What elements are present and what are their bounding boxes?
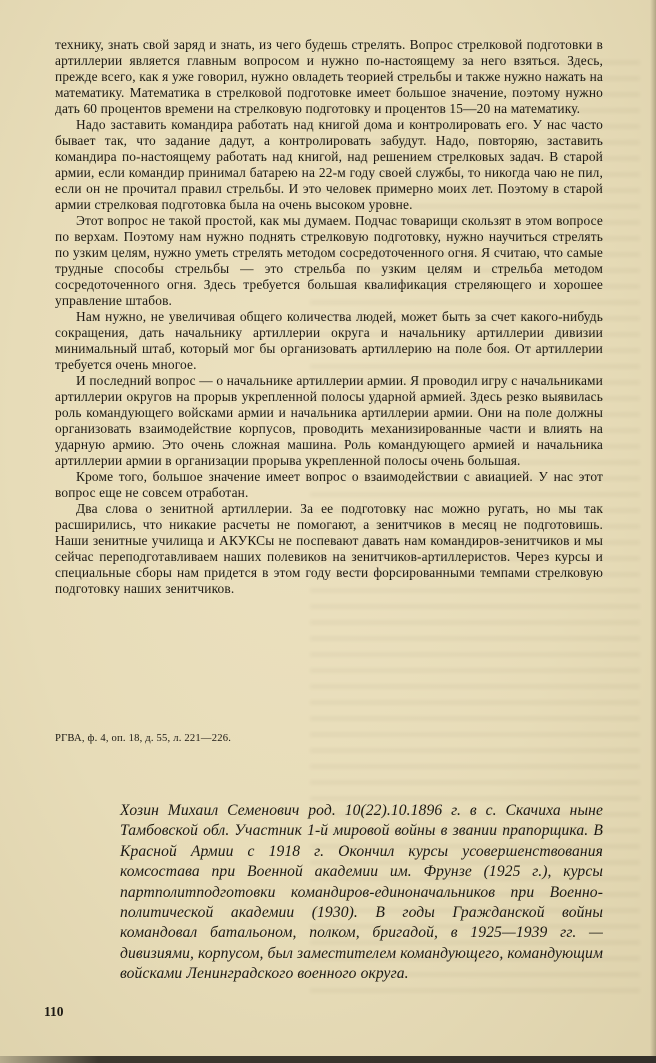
paragraph: Нам нужно, не увеличивая общего количества людей, может быть за счет какого-нибудь сокращения, дать начальнику артиллерии округа и начальнику артиллерии дивизии минимальный штаб, который мог бы организовать артиллерию на поле боя. От артиллерии требуется очень многое.	[55, 309, 603, 372]
main-text-block	[55, 37, 603, 597]
paragraph: Этот вопрос не такой простой, как мы думаем. Подчас товарищи скользят в этом вопросе по верхам. Поэтому нам нужно поднять стрелковую подготовку, нужно научиться стрелять по узким целям, нужно уметь стрелять методом сосредоточенного огня. Я считаю, что самые трудные способы стрельбы — это стрельба по узким целям и стрельба методом сосредоточенного огня. Здесь требуется большая квалификация стреляющего и хорошее управление штабов.	[55, 213, 603, 308]
paragraph: Надо заставить командира работать над книгой дома и контролировать его. У нас часто бывает так, что задание дадут, а контролировать забудут. Надо, повторяю, заставить командира по-настоящему работать над книгой, над решением стрелковых задач. В старой армии, если командир принимал батарею на 22-м году своей службы, то никогда чаю не пил, если он не прочитал правил стрельбы. И это человек примерно моих лет. Поэтому в старой армии стрелковая подготовка была на очень высоком уровне.	[55, 117, 603, 212]
scan-edge-shadow-bottom	[0, 1056, 656, 1063]
page-number: 110	[44, 1004, 64, 1019]
paragraph: Кроме того, большое значение имеет вопрос о взаимодействии с авиацией. У нас этот вопрос еще не совсем отработан.	[55, 469, 603, 500]
scan-edge-shadow-right	[650, 0, 656, 1063]
archive-citation: РГВА, ф. 4, оп. 18, д. 55, л. 221—226.	[55, 733, 232, 744]
paragraph: технику, знать свой заряд и знать, из чего будешь стрелять. Вопрос стрелковой подготовки в артиллерии является главным вопросом и нужно по-настоящему за него взяться. Здесь, прежде всего, как я уже говорил, нужно овладеть теорией стрельбы и также нужно нажать на математику. Математика в стрелковой подготовке имеет большое значение, поэтому нужно дать 60 процентов времени на стрелковую подготовку и процентов 15—20 на математику.	[55, 37, 603, 116]
paragraph: И последний вопрос — о начальнике артиллерии армии. Я проводил игру с начальниками артиллерии округов на прорыв укрепленной полосы ударной армией. Здесь резко выявилась роль командующего войсками армии и начальника артиллерии армии. Они на поле должны организовать взаимодействие корпусов, проводить механизированные части и влиять на ударную армию. Это очень сложная машина. Роль командующего армией и начальника артиллерии армии в организации прорыва укрепленной полосы очень большая.	[55, 373, 603, 468]
paragraph: Два слова о зенитной артиллерии. За ее подготовку нас можно ругать, но мы так расширились, что никакие расчеты не помогают, а зенитчиков в месяц не подготовишь. Наши зенитные училища и АКУКСы не поспевают давать нам командиров-зенитчиков и мы сейчас переподготавливаем наших полевиков на зенитчиков-артиллеристов. Через курсы и специальные сборы нам придется в этом году вести форсированными темпами стрелковую подготовку наших зенитчиков.	[55, 501, 603, 596]
biography-note: Хозин Михаил Семенович род. 10(22).10.1896 г. в с. Скачиха ныне Тамбовской обл. Участник 1-й мировой войны в звании прапорщика. В Красной Армии с 1918 г. Окончил курсы усовершенствования комсостава при Военной академии им. Фрунзе (1925 г.), курсы партполитподготовки командиров-единоначальников при Военно-политической академии (1930). В годы Гражданской войны командовал батальоном, полком, бригадой, в 1925—1939 гг. — дивизиями, корпусом, был заместителем командующего, командующим войсками Ленинградского военного округа.	[120, 802, 603, 983]
